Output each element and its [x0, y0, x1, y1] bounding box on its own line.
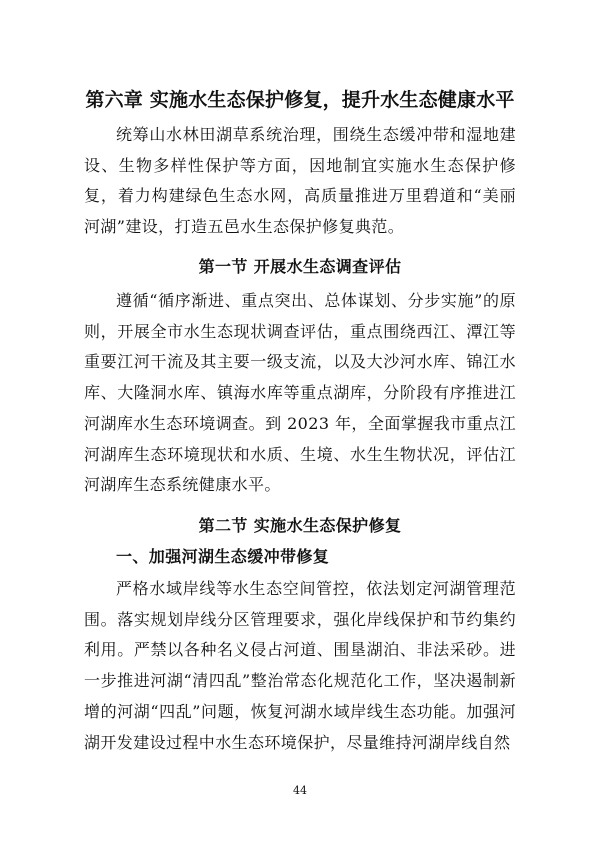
section-1-title: 第一节 开展水生态调查评估 [198, 257, 402, 276]
page-number: 44 [293, 784, 307, 797]
subsection-1-title: 一、加强河湖生态缓冲带修复 [116, 547, 330, 566]
subsection-1-paragraph: 严格水域岸线等水生态空间管控，依法划定河湖管理范围。落实规划岸线分区管理要求，强化岸线保护和节约集约利用。严禁以各种名义侵占河道、围垦湖泊、非法采砂。进一步推进河湖“清四乱”整治常态化规范化工作，坚决遏制新增的河湖“四乱”问题，恢复河湖水域岸线生态功能。加强河湖开发建设过程中水生态环境保护，尽量维持河湖岸线自然 [84, 579, 516, 752]
chapter-title: 第六章 实施水生态保护修复，提升水生态健康水平 [85, 89, 515, 111]
chapter-intro-paragraph: 统筹山水林田湖草系统治理，围绕生态缓冲带和湿地建设、生物多样性保护等方面，因地制宜实施水生态保护修复，着力构建绿色生态水网，高质量推进万里碧道和“美丽河湖”建设，打造五邑水生态保护修复典范。 [84, 125, 516, 237]
section-1-paragraph: 遵循“循序渐进、重点突出、总体谋划、分步实施”的原则，开展全市水生态现状调查评估，重点围绕西江、潭江等重要江河干流及其主要一级支流，以及大沙河水库、锦江水库、大隆洞水库、镇海水库等重点湖库，分阶段有序推进江河湖库水生态环境调查。到 2023 年，全面掌握我市重点江河湖库生态环境现状和水质、生境、水生生物状况，评估江河湖库生态系统健康水平。 [84, 291, 516, 495]
section-2-title: 第二节 实施水生态保护修复 [198, 516, 402, 535]
